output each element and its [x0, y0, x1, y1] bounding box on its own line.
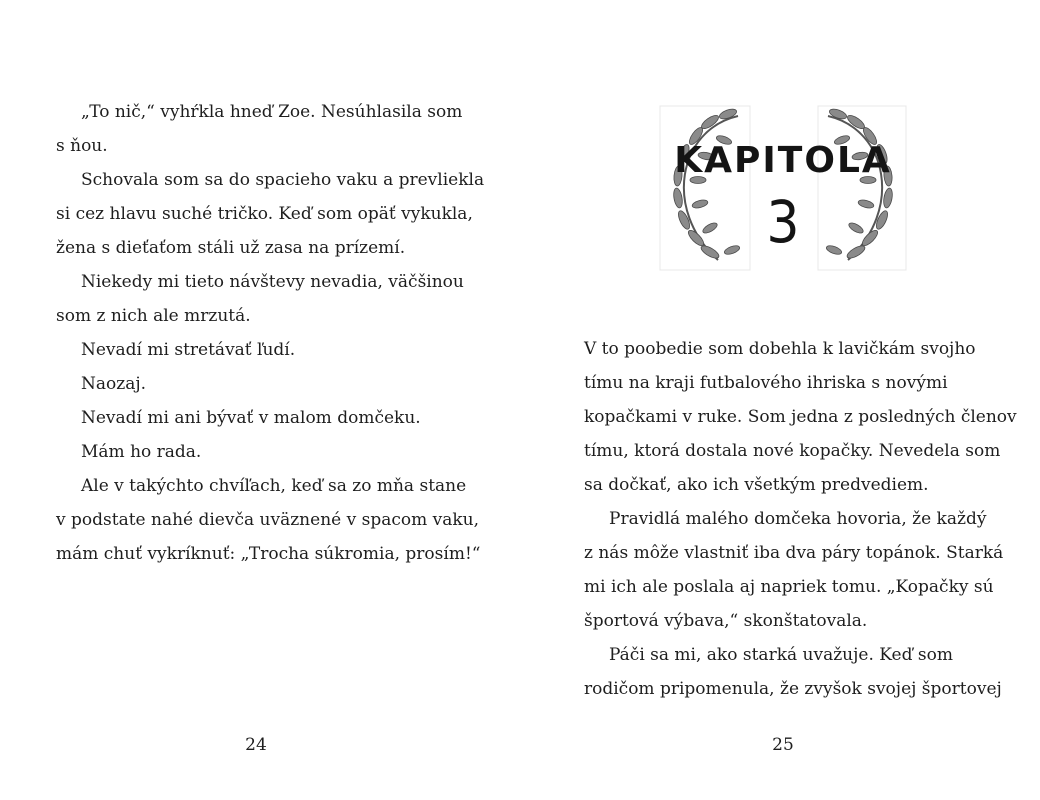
- chapter-number: 3: [766, 188, 800, 256]
- text-line: kopačkami v ruke. Som jedna z posledných členov: [584, 407, 1017, 427]
- text-line: rodičom pripomenula, že zvyšok svojej športovej: [584, 679, 1002, 699]
- text-line: mi ich ale poslala aj napriek tomu. „Kopačky sú: [584, 577, 994, 597]
- text-line: Pravidlá malého domčeka hovoria, že každý: [609, 509, 987, 529]
- text-line: s ňou.: [56, 136, 108, 156]
- text-line: tímu na kraji futbalového ihriska s novými: [584, 373, 948, 393]
- chapter-emblem: [658, 100, 908, 272]
- text-line: Páči sa mi, ako starká uvažuje. Keď som: [609, 645, 953, 665]
- left-page-text: [56, 95, 485, 571]
- text-line: V to poobedie som dobehla k lavičkám svojho: [584, 339, 976, 359]
- text-line: sa dočkať, ako ich všetkým predvediem.: [584, 475, 929, 495]
- text-line: Nevadí mi ani bývať v malom domčeku.: [81, 408, 421, 428]
- left-page-number: 24: [245, 735, 267, 755]
- text-line: v podstate nahé dievča uväznené v spacom vaku,: [56, 510, 480, 530]
- text-line: Naozaj.: [81, 374, 147, 394]
- right-page-number: 25: [772, 735, 794, 755]
- text-line: Nevadí mi stretávať ľudí.: [81, 340, 296, 360]
- right-page: [520, 0, 1040, 800]
- text-line: Niekedy mi tieto návštevy nevadia, väčšinou: [81, 272, 464, 292]
- text-line: Mám ho rada.: [81, 442, 202, 462]
- text-line: žena s dieťaťom stáli už zasa na prízemí.: [56, 238, 406, 258]
- chapter-title: KAPITOLA: [674, 140, 892, 181]
- text-line: športová výbava,“ skonštatovala.: [584, 611, 868, 631]
- right-page-text: [584, 332, 1017, 706]
- text-line: z nás môže vlastniť iba dva páry topánok. Starká: [584, 543, 1004, 563]
- text-line: som z nich ale mrzutá.: [56, 306, 251, 326]
- text-line: tímu, ktorá dostala nové kopačky. Nevedela som: [584, 441, 1001, 461]
- text-line: Schovala som sa do spacieho vaku a prevliekla: [81, 170, 485, 190]
- text-line: „To nič,“ vyhŕkla hneď Zoe. Nesúhlasila som: [81, 102, 463, 122]
- text-line: Ale v takýchto chvíľach, keď sa zo mňa stane: [81, 476, 467, 496]
- text-line: mám chuť vykríknuť: „Trocha súkromia, prosím!“: [56, 544, 481, 564]
- text-line: si cez hlavu suché tričko. Keď som opäť vykukla,: [56, 204, 473, 224]
